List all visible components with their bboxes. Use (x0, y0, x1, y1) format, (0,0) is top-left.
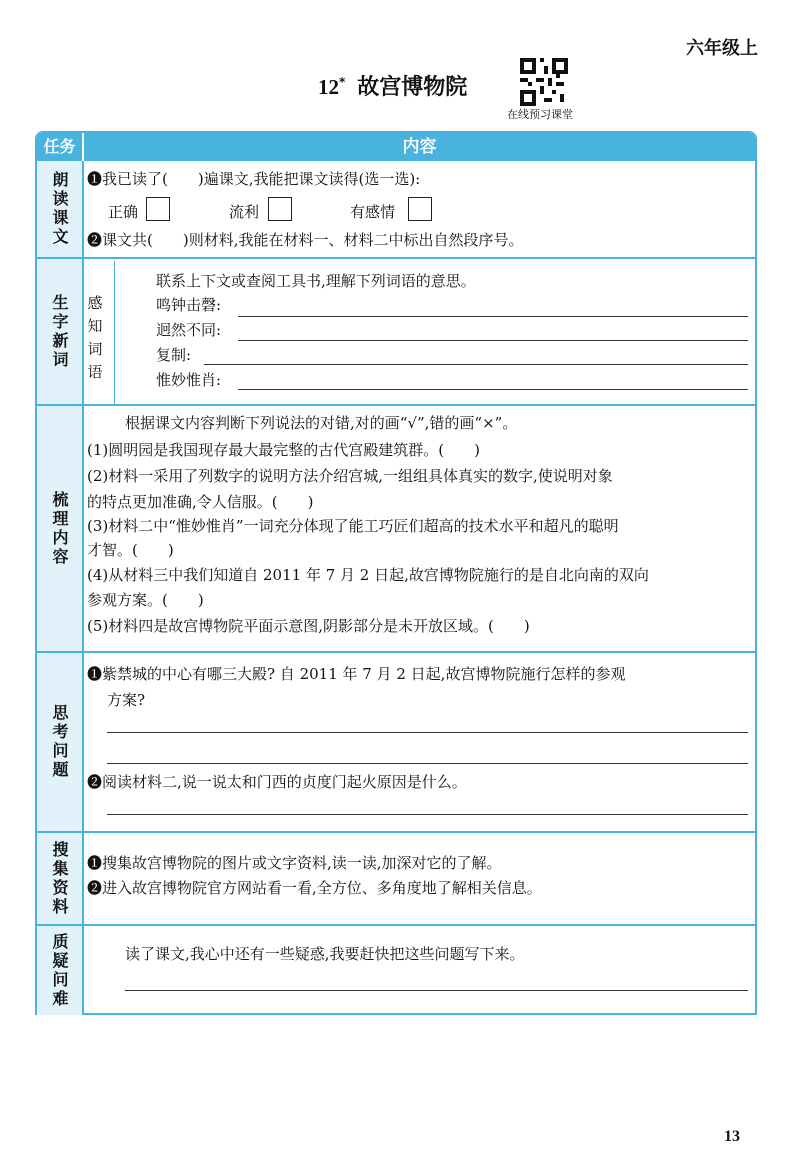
answer-line[interactable] (107, 814, 748, 815)
sort-statement: (2)材料一采用了列数字的说明方法介绍宫城,一组组具体真实的数字,使说明对象 (87, 467, 613, 485)
sort-statement: (3)材料二中“惟妙惟肖”一词充分体现了能工巧匠们超高的技术水平和超凡的聪明 (87, 517, 619, 535)
checkbox-emotion[interactable] (408, 197, 432, 221)
answer-line[interactable] (204, 364, 748, 365)
collect-line-2: ❷进入故宫博物院官方网站看一看,全方位、多角度地了解相关信息。 (87, 879, 542, 897)
answer-line[interactable] (238, 340, 748, 341)
lesson-number: 12 (318, 75, 339, 99)
header-content: 内容 (84, 133, 755, 161)
vocab-word: 迥然不同: (156, 321, 222, 339)
read-option-emotion: 有感情 (350, 203, 396, 221)
read-option-accurate: 正确 (108, 203, 139, 221)
think-question-1: ❶紫禁城的中心有哪三大殿? 自 2011 年 7 月 2 日起,故宫博物院施行怎样的参观 (87, 665, 626, 683)
sort-statement: (5)材料四是故宫博物院平面示意图,阴影部分是未开放区域。( ) (87, 617, 530, 635)
answer-line[interactable] (238, 316, 748, 317)
qr-label: 在线预习课堂 (507, 108, 573, 121)
sort-statement: (1)圆明园是我国现存最大最完整的古代宫殿建筑群。( ) (87, 441, 480, 459)
checkbox-accurate[interactable] (146, 197, 170, 221)
row-divider (37, 404, 755, 406)
page-number: 13 (724, 1128, 740, 1145)
row-label-think: 思考问题 (37, 653, 82, 831)
row-divider (37, 257, 755, 259)
checkbox-fluent[interactable] (268, 197, 292, 221)
row-label-vocab: 生字新词 (37, 259, 82, 404)
row-label-collect: 搜集资料 (37, 833, 82, 924)
sub-column-divider (114, 261, 115, 406)
sort-statement: (4)从材料三中我们知道自 2011 年 7 月 2 日起,故宫博物院施行的是自北向南的双向 (87, 566, 649, 584)
column-divider (82, 161, 84, 1013)
sort-statement: 参观方案。( ) (87, 591, 204, 609)
think-question-2: ❷阅读材料二,说一说太和门西的贞度门起火原因是什么。 (87, 773, 467, 791)
row-divider (37, 651, 755, 653)
qr-code-icon[interactable] (520, 58, 568, 106)
collect-line-1: ❶搜集故宫博物院的图片或文字资料,读一读,加深对它的了解。 (87, 854, 502, 872)
row-label-read: 朗读课文 (37, 161, 82, 257)
question-prompt: 读了课文,我心中还有一些疑惑,我要赶快把这些问题写下来。 (125, 945, 525, 963)
row-label-question: 质疑问难 (37, 926, 82, 1015)
lesson-mark: * (339, 74, 346, 89)
vocab-instruction: 联系上下文或查阅工具书,理解下列词语的意思。 (156, 272, 476, 290)
answer-line[interactable] (238, 389, 748, 390)
answer-line[interactable] (125, 990, 748, 991)
vocab-sub-label: 感 知 词 语 (87, 294, 103, 381)
answer-line[interactable] (107, 763, 748, 764)
vocab-word: 惟妙惟肖: (156, 371, 222, 389)
row-divider (37, 831, 755, 833)
read-option-fluent: 流利 (229, 203, 260, 221)
grade-label: 六年级上 (686, 38, 758, 59)
think-question-1-cont: 方案? (107, 691, 146, 709)
row-divider (37, 924, 755, 926)
vocab-word: 鸣钟击磬: (156, 296, 222, 314)
header-task: 任务 (37, 133, 82, 161)
read-line-1: ❶我已读了( )遍课文,我能把课文读得(选一选): (87, 170, 421, 188)
sort-instruction: 根据课文内容判断下列说法的对错,对的画“√”,错的画“×”。 (125, 414, 518, 432)
lesson-title-text: 故宫博物院 (357, 75, 468, 100)
lesson-title (318, 70, 467, 101)
read-line-2: ❷课文共( )则材料,我能在材料一、材料二中标出自然段序号。 (87, 231, 524, 249)
sort-statement: 的特点更加准确,令人信服。( ) (87, 493, 314, 511)
sort-statement: 才智。( ) (87, 541, 174, 559)
vocab-word: 复制: (156, 346, 192, 364)
answer-line[interactable] (107, 732, 748, 733)
row-label-sort: 梳理内容 (37, 406, 82, 651)
